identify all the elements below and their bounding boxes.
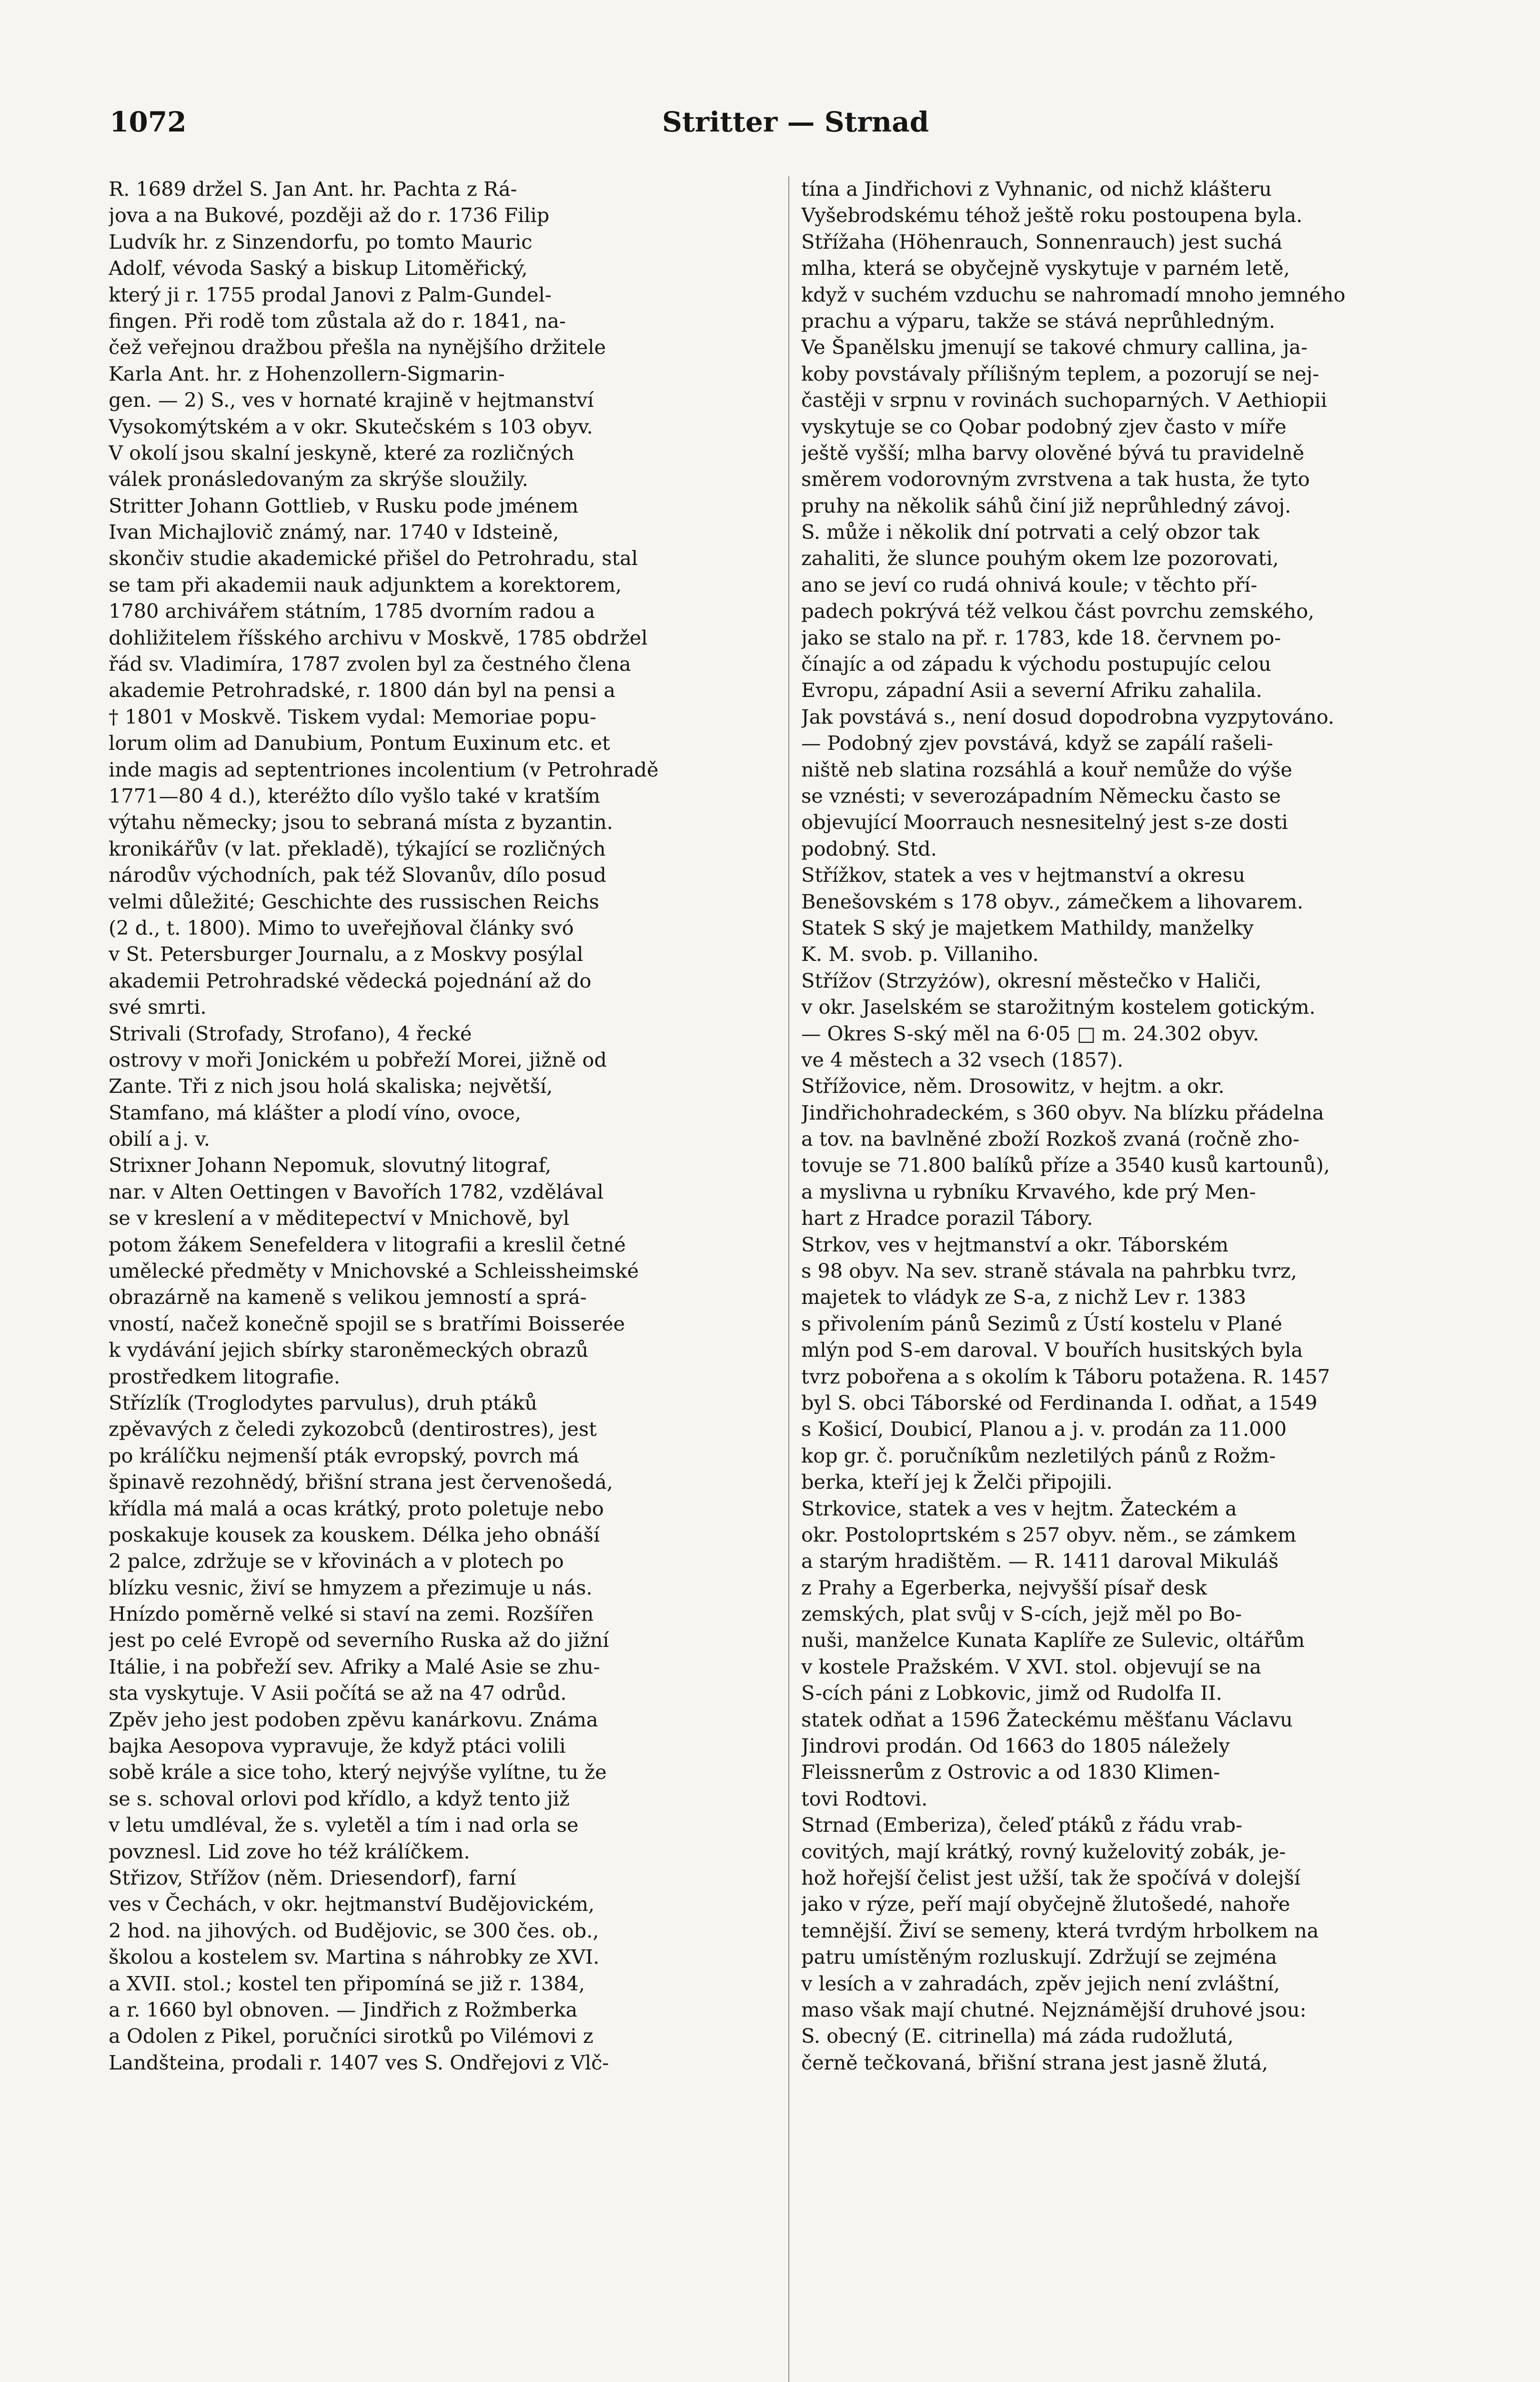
text-line: 1771—80 4 d.), kteréžto dílo vyšlo také v kratším bbox=[109, 784, 601, 807]
text-line: mlha, která se obyčejně vyskytuje v parném letě, bbox=[801, 257, 1290, 280]
text-line: vyskytuje se co Qobar podobný zjev často v míře bbox=[801, 415, 1287, 438]
running-title: Stritter — Strnad bbox=[662, 106, 929, 138]
text-line: Zpěv jeho jest podoben zpěvu kanárkovu. Známa bbox=[109, 1708, 598, 1731]
text-line: tvrz pobořena a s okolím k Táboru potažena. R. 1457 bbox=[801, 1365, 1330, 1388]
text-line: S. obecný (E. citrinella) má záda rudožlutá, bbox=[801, 2025, 1234, 2048]
text-line: tína a Jindřichovi z Vyhnanic, od nichž klášteru bbox=[801, 178, 1272, 201]
text-line: Strixner Johann Nepomuk, slovutný litograf, bbox=[109, 1154, 552, 1177]
text-line: výtahu německy; jsou to sebraná místa z byzantin. bbox=[109, 811, 613, 834]
text-line: sta vyskytuje. V Asii počítá se až na 47 odrůd. bbox=[109, 1682, 567, 1705]
text-line: — Podobný zjev povstává, když se zapálí rašeli- bbox=[801, 732, 1273, 755]
text-line: koby povstávaly přílišným teplem, a pozorují se nej- bbox=[801, 362, 1319, 385]
text-line: Karla Ant. hr. z Hohenzollern-Sigmarin- bbox=[109, 362, 505, 385]
text-line: tovi Rodtovi. bbox=[801, 1787, 928, 1810]
text-line: niště neb slatina rozsáhlá a kouř nemůže do výše bbox=[801, 758, 1292, 781]
text-line: v okr. Jaselském se starožitným kostelem gotickým. bbox=[801, 996, 1316, 1019]
text-line: zahaliti, že slunce pouhým okem lze pozorovati, bbox=[801, 547, 1279, 570]
text-line: ve 4 městech a 32 vsech (1857). bbox=[801, 1048, 1124, 1071]
text-line: Hnízdo poměrně velké si staví na zemi. Rozšířen bbox=[109, 1603, 594, 1626]
text-line: 2 palce, zdržuje se v křovinách a v plotech po bbox=[109, 1550, 564, 1573]
text-line: statek odňat a 1596 Žateckému měšťanu Václavu bbox=[801, 1708, 1293, 1731]
text-line: Střížov (Strzyżów), okresní městečko v Haliči, bbox=[801, 969, 1262, 992]
text-line: k vydávání jejich sbírky staroněmeckých obrazů bbox=[109, 1339, 589, 1362]
text-line: dohližitelem říšského archivu v Moskvě, 1785 obdržel bbox=[109, 626, 648, 649]
text-line: národův východních, pak též Slovanův, dílo posud bbox=[109, 864, 606, 887]
text-line: Stamfano, má klášter a plodí víno, ovoce, bbox=[109, 1101, 522, 1124]
text-line: se tam při akademii nauk adjunktem a korektorem, bbox=[109, 573, 622, 596]
text-line: a tov. na bavlněné zboží Rozkoš zvaná (ročně zho- bbox=[801, 1128, 1299, 1151]
text-line: sobě krále a sice toho, který nejvýše vylítne, tu že bbox=[109, 1761, 607, 1784]
text-line: s 98 obyv. Na sev. straně stávala na pahrbku tvrz, bbox=[801, 1260, 1297, 1283]
text-line: čež veřejnou dražbou přešla na nynějšího držitele bbox=[109, 336, 606, 359]
text-line: akademie Petrohradské, r. 1800 dán byl na pensi a bbox=[109, 679, 615, 702]
text-line: zemských, plat svůj v S-cích, jejž měl po Bo- bbox=[801, 1603, 1242, 1626]
text-line: Evropu, západní Asii a severní Afriku zahalila. bbox=[801, 679, 1262, 702]
text-line: jest po celé Evropě od severního Ruska až do jižní bbox=[109, 1629, 609, 1652]
text-line: řád sv. Vladimíra, 1787 zvolen byl za čestného člena bbox=[109, 653, 631, 676]
text-line: prachu a výparu, takže se stává neprůhledným. bbox=[801, 309, 1276, 333]
text-line: ves v Čechách, v okr. hejtmanství Budějovickém, bbox=[109, 1893, 595, 1916]
text-line: maso však mají chutné. Nejznámější druhové jsou: bbox=[801, 1998, 1307, 2021]
text-line: akademii Petrohradské vědecká pojednání až do bbox=[109, 969, 592, 992]
text-line: v St. Petersburger Journalu, a z Moskvy posýlal bbox=[109, 943, 584, 966]
text-line: a r. 1660 byl obnoven. — Jindřich z Rožmberka bbox=[109, 1998, 578, 2021]
text-line: se s. schoval orlovi pod křídlo, a když tento již bbox=[109, 1787, 570, 1810]
text-line: Benešovském s 178 obyv., zámečkem a lihovarem. bbox=[801, 890, 1304, 913]
text-line: Jindrovi prodán. Od 1663 do 1805 náležely bbox=[801, 1735, 1230, 1758]
text-line: obilí a j. v. bbox=[109, 1128, 210, 1151]
right-column bbox=[801, 176, 1466, 2382]
text-line: Vysokomýtském a v okr. Skutečském s 103 obyv. bbox=[109, 415, 593, 438]
text-line: který ji r. 1755 prodal Janovi z Palm-Gundel- bbox=[109, 283, 552, 306]
text-line: byl S. obci Táborské od Ferdinanda I. odňat, a 1549 bbox=[801, 1391, 1318, 1414]
text-line: nuši, manželce Kunata Kaplíře ze Sulevic, oltářům bbox=[801, 1629, 1305, 1652]
text-line: okr. Postoloprtském s 257 obyv. něm., se zámkem bbox=[801, 1523, 1297, 1546]
text-line: v kostele Pražském. V XVI. stol. objevují se na bbox=[801, 1655, 1261, 1678]
text-line: Strnad (Emberiza), čeleď ptáků z řádu vrab- bbox=[801, 1814, 1243, 1837]
text-line: špinavě rezohnědý, břišní strana jest červenošedá, bbox=[109, 1471, 613, 1494]
text-line: Strkovice, statek a ves v hejtm. Žateckém a bbox=[801, 1497, 1237, 1520]
text-line: Střížkov, statek a ves v hejtmanství a okresu bbox=[801, 864, 1246, 887]
text-line: Landšteina, prodali r. 1407 ves S. Ondřejovi z Vlč- bbox=[109, 2051, 609, 2074]
text-line: nar. v Alten Oettingen v Bavořích 1782, vzdělával bbox=[109, 1180, 604, 1203]
text-line: berka, kteří jej k Želči připojili. bbox=[801, 1471, 1113, 1494]
text-line: školou a kostelem sv. Martina s náhrobky ze XVI. bbox=[109, 1946, 600, 1969]
text-line: ještě vyšší; mlha barvy olověné bývá tu pravidelně bbox=[801, 441, 1305, 464]
text-line: kop gr. č. poručníkům nezletilých pánů z Rožm- bbox=[801, 1444, 1276, 1467]
text-line: bajka Aesopova vypravuje, že když ptáci volili bbox=[109, 1735, 566, 1758]
text-line: se vznésti; v severozápadním Německu často se bbox=[801, 784, 1281, 807]
text-line: R. 1689 držel S. Jan Ant. hr. Pachta z Rá- bbox=[109, 178, 517, 201]
text-line: když v suchém vzduchu se nahromadí mnoho jemného bbox=[801, 283, 1346, 306]
text-line: jako se stalo na př. r. 1783, kde 18. červnem po- bbox=[801, 626, 1281, 649]
text-line: S-cích páni z Lobkovic, jimž od Rudolfa II. bbox=[801, 1682, 1222, 1705]
text-line: v lesích a v zahradách, zpěv jejich není zvláštní, bbox=[801, 1972, 1280, 1995]
text-line: (2 d., t. 1800). Mimo to uveřejňoval články svó bbox=[109, 916, 574, 939]
text-line: hož hořejší čelist jest užší, tak že spočívá v dolejší bbox=[801, 1867, 1300, 1889]
text-line: objevující Moorrauch nesnesitelný jest s-ze dosti bbox=[801, 811, 1288, 834]
text-line: K. M. svob. p. Villaniho. bbox=[801, 943, 1039, 966]
text-line: umělecké předměty v Mnichovské a Schleissheimské bbox=[109, 1260, 639, 1283]
text-line: Strivali (Strofady, Strofano), 4 řecké bbox=[109, 1022, 472, 1045]
text-line: s Košicí, Doubicí, Planou a j. v. prodán za 11.000 bbox=[801, 1418, 1287, 1441]
text-line: † 1801 v Moskvě. Tiskem vydal: Memoriae popu- bbox=[109, 705, 596, 728]
text-line: černě tečkovaná, břišní strana jest jasně žlutá, bbox=[801, 2051, 1268, 2074]
text-line: své smrti. bbox=[109, 996, 207, 1019]
text-line: Statek S ský je majetkem Mathildy, manželky bbox=[801, 916, 1254, 939]
text-line: a myslivna u rybníku Krvavého, kde prý Men- bbox=[801, 1180, 1256, 1203]
text-line: skončiv studie akademické přišel do Petrohradu, stal bbox=[109, 547, 638, 570]
text-line: křídla má malá a ocas krátký, proto poletuje nebo bbox=[109, 1497, 604, 1520]
text-line: — Okres S-ský měl na 6·05 □ m. 24.302 obyv. bbox=[801, 1022, 1259, 1045]
page-header bbox=[110, 106, 1424, 147]
text-line: směrem vodorovným zvrstvena a tak husta, že tyto bbox=[801, 468, 1310, 491]
text-line: a XVII. stol.; kostel ten připomíná se již r. 1384, bbox=[109, 1972, 585, 1995]
text-line: poskakuje kousek za kouskem. Délka jeho obnáší bbox=[109, 1523, 600, 1546]
text-line: Strkov, ves v hejtmanství a okr. Táborském bbox=[801, 1233, 1228, 1256]
text-line: padech pokrývá též velkou část povrchu zemského, bbox=[801, 600, 1315, 623]
text-line: z Prahy a Egerberka, nejvyšší písař desk bbox=[801, 1576, 1207, 1599]
text-line: jova a na Bukové, později až do r. 1736 Filip bbox=[109, 204, 550, 227]
text-line: gen. — 2) S., ves v hornaté krajině v hejtmanství bbox=[109, 389, 594, 412]
text-line: jako v rýze, peří mají obyčejně žlutošedé, nahoře bbox=[801, 1893, 1290, 1916]
text-line: pruhy na několik sáhů činí již neprůhledný závoj. bbox=[801, 494, 1291, 517]
text-line: inde magis ad septentriones incolentium (v Petrohradě bbox=[109, 758, 659, 781]
text-line: Jindřichohradeckém, s 360 obyv. Na blízku přádelna bbox=[801, 1101, 1324, 1124]
text-line: Střízlík (Troglodytes parvulus), druh ptáků bbox=[109, 1391, 537, 1414]
text-line: blízku vesnic, živí se hmyzem a přezimuje u nás. bbox=[109, 1576, 593, 1599]
text-line: velmi důležité; Geschichte des russischen Reichs bbox=[109, 890, 599, 913]
text-line: s přivolením pánů Sezimů z Ústí kostelu v Plané bbox=[801, 1312, 1282, 1335]
text-line: Střizov, Střížov (něm. Driesendorf), farní bbox=[109, 1867, 516, 1889]
text-line: 2 hod. na jihových. od Budějovic, se 300 čes. ob., bbox=[109, 1919, 599, 1942]
text-line: hart z Hradce porazil Tábory. bbox=[801, 1207, 1093, 1230]
text-line: v letu umdléval, že s. vyletěl a tím i nad orla se bbox=[109, 1814, 579, 1837]
text-line: čínajíc a od západu k východu postupujíc celou bbox=[801, 653, 1271, 676]
text-line: Adolf, vévoda Saský a biskup Litoměřický, bbox=[109, 257, 528, 280]
text-line: S. může i několik dní potrvati a celý obzor tak bbox=[801, 521, 1260, 544]
text-line: a starým hradištěm. — R. 1411 daroval Mikuláš bbox=[801, 1550, 1279, 1573]
text-line: se v kreslení a v měditepectví v Mnichově, byl bbox=[109, 1207, 570, 1230]
text-line: temnější. Živí se semeny, která tvrdým hrbolkem na bbox=[801, 1919, 1319, 1942]
text-line: Stritter Johann Gottlieb, v Rusku pode jménem bbox=[109, 494, 579, 517]
text-line: povznesl. Lid zove ho též králíčkem. bbox=[109, 1840, 470, 1863]
page-number: 1072 bbox=[110, 106, 187, 138]
text-line: prostředkem litografie. bbox=[109, 1365, 341, 1388]
text-line: Střížaha (Höhenrauch, Sonnenrauch) jest suchá bbox=[801, 230, 1283, 253]
text-line: fingen. Při rodě tom zůstala až do r. 1841, na- bbox=[109, 309, 566, 333]
text-line: Ve Španělsku jmenují se takové chmury callina, ja- bbox=[801, 336, 1308, 359]
text-line: ano se jeví co rudá ohnivá koule; v těchto pří- bbox=[801, 573, 1258, 596]
text-line: obrazárně na kameně s velikou jemností a sprá- bbox=[109, 1286, 587, 1309]
text-line: kronikářův (v lat. překladě), týkající se rozličných bbox=[109, 837, 606, 860]
text-line: zpěvavých z čeledi zykozobců (dentirostres), jest bbox=[109, 1418, 597, 1441]
text-line: Ivan Michajlovič známý, nar. 1740 v Idsteině, bbox=[109, 521, 559, 544]
text-line: Fleissnerům z Ostrovic a od 1830 Klimen- bbox=[801, 1761, 1220, 1784]
column-divider bbox=[788, 176, 789, 2382]
text-line: majetek to vládyk ze S-a, z nichž Lev r. 1383 bbox=[801, 1286, 1247, 1309]
text-line: Ludvík hr. z Sinzendorfu, po tomto Mauric bbox=[109, 230, 533, 253]
text-line: válek pronásledovaným za skrýše sloužily. bbox=[109, 468, 528, 491]
left-column bbox=[109, 176, 773, 2382]
text-line: potom žákem Senefeldera v litografii a kreslil četné bbox=[109, 1233, 626, 1256]
text-line: podobný. Std. bbox=[801, 837, 937, 860]
text-line: a Odolen z Pikel, poručníci sirotků po Vilémovi z bbox=[109, 2025, 594, 2048]
text-line: tovuje se 71.800 balíků příze a 3540 kusů kartounů), bbox=[801, 1154, 1330, 1177]
text-line: častěji v srpnu v rovinách suchoparných. V Aethiopii bbox=[801, 389, 1327, 412]
text-line: Vyšebrodskému téhož ještě roku postoupena byla. bbox=[801, 204, 1303, 227]
text-line: Střížovice, něm. Drosowitz, v hejtm. a okr. bbox=[801, 1075, 1225, 1098]
text-line: 1780 archivářem státním, 1785 dvorním radou a bbox=[109, 600, 595, 623]
text-line: Itálie, i na pobřeží sev. Afriky a Malé Asie se zhu- bbox=[109, 1655, 600, 1678]
text-line: lorum olim ad Danubium, Pontum Euxinum etc. et bbox=[109, 732, 610, 755]
text-line: ostrovy v moři Jonickém u pobřeží Morei, jižně od bbox=[109, 1048, 607, 1071]
text-line: patru umístěným rozluskují. Zdržují se zejména bbox=[801, 1946, 1277, 1969]
text-line: Zante. Tři z nich jsou holá skaliska; největší, bbox=[109, 1075, 553, 1098]
text-line: mlýn pod S-em daroval. V bouřích husitských byla bbox=[801, 1339, 1303, 1362]
text-line: V okolí jsou skalní jeskyně, které za rozličných bbox=[109, 441, 574, 464]
text-line: vností, načež konečně spojil se s bratřími Boisserée bbox=[109, 1312, 625, 1335]
text-line: po králíčku nejmenší pták evropský, povrch má bbox=[109, 1444, 579, 1467]
text-line: Jak povstává s., není dosud dopodrobna vyzpytováno. bbox=[801, 705, 1335, 728]
text-line: covitých, mají krátký, rovný kuželovitý zobák, je- bbox=[801, 1840, 1286, 1863]
